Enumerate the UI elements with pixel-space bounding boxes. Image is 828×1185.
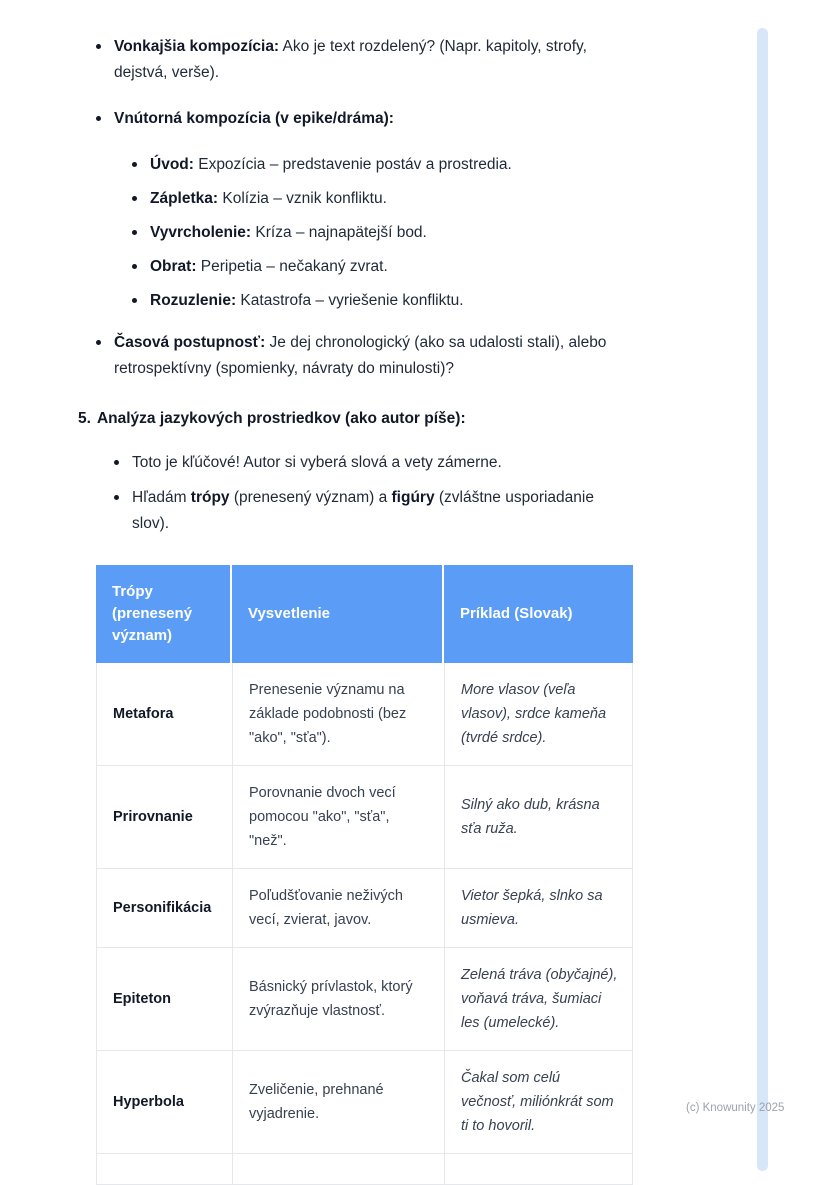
list-item-rest: Kolízia – vznik konfliktu. xyxy=(218,190,387,207)
table-cell-explanation: Básnický prívlastok, ktorý zvýrazňuje vlastnosť. xyxy=(233,948,445,1050)
table-cell-explanation xyxy=(233,1154,445,1184)
list-item-term: Časová postupnosť: xyxy=(114,334,266,351)
list-item xyxy=(114,485,634,537)
numbered-sub-bullets xyxy=(114,450,634,537)
list-item-text xyxy=(150,288,464,314)
table-cell-example: Zelená tráva (obyčajné), voňavá tráva, šumiaci les (umelecké). xyxy=(461,967,618,1031)
table-cell-example: Čakal som celú večnosť, miliónkrát som ti to hovoril. xyxy=(461,1070,614,1134)
list-item-term: Vyvrcholenie: xyxy=(150,224,252,241)
table-cell-example: Silný ako dub, krásna sťa ruža. xyxy=(461,797,600,837)
watermark-text: (c) Knowunity 2025 xyxy=(686,1102,785,1114)
table-cell-example: Vietor šepká, slnko sa usmieva. xyxy=(461,888,603,928)
table-cell-term: Prirovnanie xyxy=(97,766,233,868)
bullet-icon xyxy=(132,264,137,269)
table-cell-term xyxy=(97,1154,233,1184)
bullet-icon xyxy=(96,340,101,345)
list-item xyxy=(132,220,634,246)
list-item-text xyxy=(114,106,394,132)
list-item-term: Úvod: xyxy=(150,156,194,173)
list-item-rest: Peripetia – nečakaný zvrat. xyxy=(196,258,388,275)
document-content xyxy=(78,34,634,1185)
bullet-icon xyxy=(132,162,137,167)
bullet-icon xyxy=(132,196,137,201)
list-item-text xyxy=(114,34,634,86)
outer-bullet-list-2 xyxy=(96,330,634,382)
bullet-icon xyxy=(96,116,101,121)
numbered-heading-text: Analýza jazykových prostriedkov (ako autor píše): xyxy=(96,410,466,427)
text-run-bold: figúry xyxy=(391,489,435,506)
list-item-rest: Katastrofa – vyriešenie konfliktu. xyxy=(236,292,464,309)
text-run: (prenesený význam) a xyxy=(229,489,392,506)
list-item xyxy=(114,450,634,476)
table-row xyxy=(96,766,633,869)
page-edge-stripe xyxy=(757,28,768,1171)
bullet-icon xyxy=(132,298,137,303)
table-cell-example xyxy=(445,1154,634,1184)
list-item-rest: Ako je text rozdelený? (Napr. kapitoly, strofy, dejstvá, verše). xyxy=(114,38,587,81)
table-row xyxy=(96,869,633,948)
table-cell-term: Hyperbola xyxy=(97,1051,233,1153)
bullet-icon xyxy=(114,460,119,465)
text-run: Hľadám xyxy=(132,489,191,506)
table-header-row xyxy=(96,565,633,663)
table-row xyxy=(96,663,633,766)
table-cell-term: Epiteton xyxy=(97,948,233,1050)
list-item-term: Obrat: xyxy=(150,258,197,275)
list-item-text: Toto je kľúčové! Autor si vyberá slová a vety zámerne. xyxy=(132,454,502,471)
bullet-icon xyxy=(96,44,101,49)
list-item xyxy=(132,288,634,314)
list-item-term: Vonkajšia kompozícia: xyxy=(114,38,280,55)
bullet-icon xyxy=(132,230,137,235)
list-item xyxy=(96,34,634,86)
list-item-term: Rozuzlenie: xyxy=(150,292,237,309)
table-cell-explanation: Prenesenie významu na základe podobnosti (bez "ako", "sťa"). xyxy=(233,663,445,765)
numbered-heading xyxy=(78,406,634,432)
table-cell-term: Metafora xyxy=(97,663,233,765)
table-row-partial xyxy=(96,1154,633,1185)
list-item-text xyxy=(150,220,427,246)
text-run-bold: trópy xyxy=(190,489,230,506)
list-item-text xyxy=(150,152,512,178)
list-item-text xyxy=(132,485,634,537)
list-item-term: Zápletka: xyxy=(150,190,219,207)
inner-bullet-list xyxy=(132,152,634,314)
list-item xyxy=(132,186,634,212)
list-item-term: Vnútorná kompozícia (v epike/dráma): xyxy=(114,110,394,127)
list-item xyxy=(96,330,634,382)
table-header-cell: Príklad (Slovak) xyxy=(444,565,633,663)
list-item-rest: Je dej chronologický (ako sa udalosti stali), alebo retrospektívny (spomienky, návraty do minulosti)? xyxy=(114,334,607,377)
list-item xyxy=(132,152,634,178)
list-item xyxy=(96,106,634,132)
list-item-rest: Expozícia – predstavenie postáv a prostredia. xyxy=(193,156,512,173)
list-item-rest: Kríza – najnapätejší bod. xyxy=(251,224,427,241)
list-item-text xyxy=(114,330,634,382)
tropes-table xyxy=(96,565,633,1185)
table-cell-term: Personifikácia xyxy=(97,869,233,947)
text-run: (zvláštne usporiadanie slov). xyxy=(132,489,594,532)
table-header-cell: Vysvetlenie xyxy=(232,565,444,663)
list-item-text xyxy=(150,186,387,212)
outer-bullet-list xyxy=(96,34,634,132)
list-item-text xyxy=(150,254,388,280)
table-row xyxy=(96,948,633,1051)
list-item xyxy=(132,254,634,280)
bullet-icon xyxy=(114,495,119,500)
table-header-cell: Trópy (prenesený význam) xyxy=(96,565,232,663)
list-number: 5. xyxy=(78,410,91,427)
table-cell-explanation: Porovnanie dvoch vecí pomocou "ako", "sťa", "než". xyxy=(233,766,445,868)
table-cell-explanation: Zveličenie, prehnané vyjadrenie. xyxy=(233,1051,445,1153)
table-cell-explanation: Poľudšťovanie neživých vecí, zvierat, javov. xyxy=(233,869,445,947)
table-row xyxy=(96,1051,633,1154)
table-cell-example: More vlasov (veľa vlasov), srdce kameňa (tvrdé srdce). xyxy=(461,682,607,746)
